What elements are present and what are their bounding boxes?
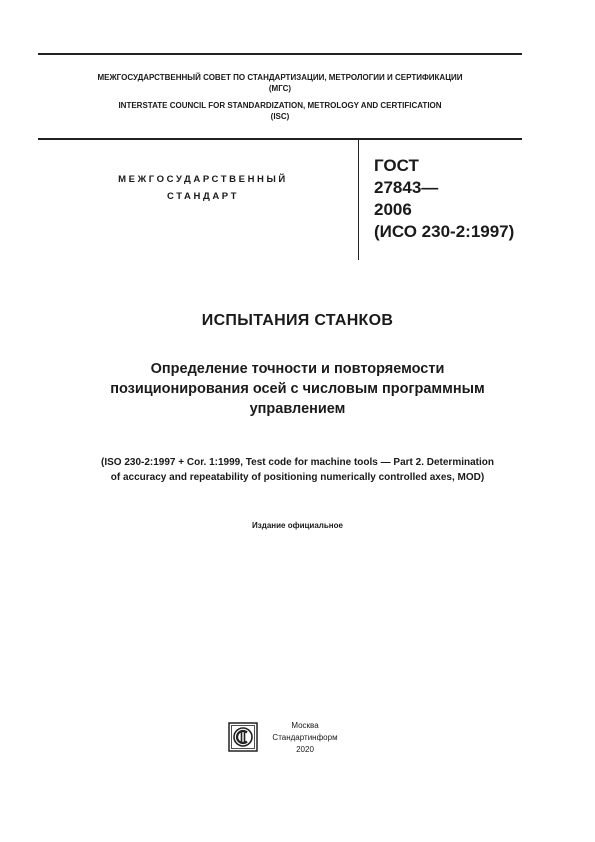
section-rule — [38, 138, 522, 140]
standard-designation — [374, 155, 514, 243]
designation-line-3: 2006 — [374, 200, 412, 219]
designation-line-4: (ИСО 230-2:1997) — [374, 222, 515, 241]
vertical-divider — [358, 138, 359, 260]
imprint — [262, 720, 348, 756]
council-en-line-1: INTERSTATE COUNCIL FOR STANDARDIZATION, METROLOGY AND CERTIFICATION — [118, 101, 442, 110]
iso-reference — [20, 455, 575, 485]
council-name-en — [38, 100, 522, 122]
council-en-line-2: (ISC) — [270, 112, 290, 121]
council-ru-line-1: МЕЖГОСУДАРСТВЕННЫЙ СОВЕТ ПО СТАНДАРТИЗАЦИИ, МЕТРОЛОГИИ И СЕРТИФИКАЦИИ — [97, 73, 463, 82]
standartinform-logo-icon — [228, 722, 258, 752]
document-subtitle — [30, 359, 565, 419]
subtitle-line-1: Определение точности и повторяемости — [150, 361, 445, 377]
iso-reference-line-1: (ISO 230-2:1997 + Cor. 1:1999, Test code for machine tools — Part 2. Determination — [100, 457, 494, 468]
subtitle-line-2: позиционирования осей с числовым программным — [110, 381, 485, 397]
standard-kind-line-1: МЕЖГОСУДАРСТВЕННЫЙ — [118, 174, 288, 185]
council-ru-line-2: (МГС) — [268, 84, 292, 93]
designation-line-1: ГОСТ — [374, 156, 419, 175]
imprint-city: Москва — [291, 721, 319, 730]
designation-line-2: 27843— — [374, 178, 439, 197]
document-title: ИСПЫТАНИЯ СТАНКОВ — [201, 312, 394, 329]
imprint-year: 2020 — [296, 745, 314, 754]
top-rule — [38, 53, 522, 55]
subtitle-line-3: управлением — [249, 401, 346, 417]
standard-kind — [58, 171, 348, 205]
standard-kind-line-2: СТАНДАРТ — [167, 191, 239, 202]
iso-reference-line-2: of accuracy and repeatability of positioning numerically controlled axes, MOD) — [110, 472, 485, 483]
imprint-publisher: Стандартинформ — [272, 733, 338, 742]
edition-note: Издание официальное — [252, 521, 343, 530]
council-name-ru — [38, 72, 522, 94]
